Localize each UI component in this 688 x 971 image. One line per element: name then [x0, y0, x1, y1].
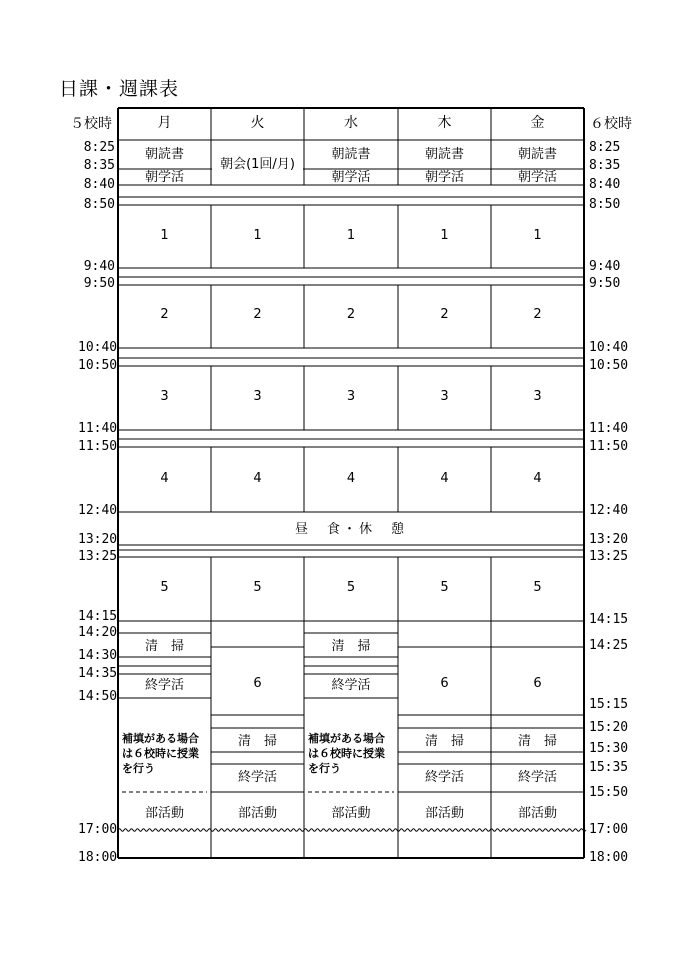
homeroom-end-cell: 終学活 — [144, 678, 184, 693]
cleaning-cell: 清 掃 — [331, 639, 371, 654]
period-cell: 4 — [533, 471, 542, 486]
period-cell: 4 — [160, 471, 169, 486]
time-right: 8:50 — [589, 197, 621, 212]
time-right: 15:50 — [589, 785, 629, 800]
morning-study-cell: 朝学活 — [517, 170, 557, 185]
period-cell: 2 — [533, 307, 542, 322]
period-cell: 5 — [533, 580, 542, 595]
time-left: 8:40 — [83, 177, 115, 192]
time-left: 8:35 — [83, 158, 115, 173]
time-right: 15:30 — [589, 741, 629, 756]
time-right: 13:20 — [589, 532, 629, 547]
time-left: 10:40 — [78, 340, 118, 355]
time-left: 14:35 — [78, 666, 118, 681]
morning-reading-cell: 朝読書 — [331, 147, 371, 162]
period-cell: 5 — [253, 580, 262, 595]
period-cell: 3 — [160, 389, 169, 404]
period-cell: 3 — [533, 389, 542, 404]
time-right: 14:25 — [589, 638, 629, 653]
period-cell: 6 — [533, 676, 542, 691]
time-left: 17:00 — [78, 822, 118, 837]
cleaning-cell: 清 掃 — [424, 734, 464, 749]
day-header: 月 — [157, 115, 172, 131]
morning-study-cell: 朝学活 — [144, 170, 184, 185]
time-right: 15:15 — [589, 697, 629, 712]
period-cell: 3 — [440, 389, 449, 404]
time-left: 9:40 — [83, 259, 115, 274]
time-left: 11:40 — [78, 421, 118, 436]
period-cell: 2 — [440, 307, 449, 322]
note-cell: 補填がある場合は６校時に授業を行う — [308, 732, 385, 775]
cleaning-cell: 清 掃 — [517, 734, 557, 749]
period-cell: 5 — [440, 580, 449, 595]
header-left: ５校時 — [70, 116, 112, 132]
time-left: 13:20 — [78, 532, 118, 547]
period-cell: 1 — [253, 228, 262, 243]
time-left: 10:50 — [78, 358, 118, 373]
period-cell: 6 — [253, 676, 262, 691]
day-header: 水 — [344, 115, 358, 131]
time-left: 14:30 — [78, 648, 118, 663]
cleaning-cell: 清 掃 — [144, 639, 184, 654]
period-cell: 4 — [346, 471, 356, 486]
header-right: ６校時 — [590, 116, 632, 132]
period-cell: 4 — [440, 471, 449, 486]
homeroom-end-cell: 終学活 — [517, 770, 557, 785]
homeroom-end-cell: 終学活 — [237, 770, 277, 785]
period-cell: 3 — [346, 389, 356, 404]
cleaning-cell: 清 掃 — [237, 734, 277, 749]
time-left: 18:00 — [78, 850, 118, 865]
lunch-cell: 昼 食・休 憩 — [294, 522, 407, 537]
time-right: 10:40 — [589, 340, 629, 355]
period-cell: 3 — [253, 389, 262, 404]
period-cell: 2 — [160, 307, 169, 322]
time-left: 14:50 — [78, 689, 118, 704]
time-right: 12:40 — [589, 503, 629, 518]
time-left: 11:50 — [78, 439, 118, 454]
homeroom-end-cell: 終学活 — [331, 678, 371, 693]
period-cell: 2 — [346, 307, 356, 322]
wavy-1700-line — [118, 829, 586, 832]
time-right: 8:40 — [589, 177, 621, 192]
time-left: 9:50 — [83, 276, 115, 291]
time-right: 18:00 — [589, 850, 629, 865]
period-cell: 1 — [440, 228, 449, 243]
club-cell: 部活動 — [331, 806, 371, 821]
time-right: 8:25 — [589, 140, 621, 155]
time-right: 9:40 — [589, 259, 621, 274]
day-header: 金 — [530, 115, 545, 131]
day-header: 火 — [250, 115, 265, 131]
period-cell: 1 — [346, 228, 356, 243]
period-cell: 2 — [253, 307, 262, 322]
club-cell: 部活動 — [237, 806, 277, 821]
club-cell: 部活動 — [517, 806, 557, 821]
morning-reading-cell: 朝読書 — [517, 147, 557, 162]
homeroom-end-cell: 終学活 — [424, 770, 464, 785]
morning-assembly-cell: 朝会(1回/月) — [220, 157, 295, 172]
time-right: 10:50 — [589, 358, 629, 373]
period-cell: 1 — [160, 228, 169, 243]
time-right: 13:25 — [589, 549, 629, 564]
time-right: 11:50 — [589, 439, 629, 454]
time-right: 15:35 — [589, 760, 629, 775]
time-right: 14:15 — [589, 612, 629, 627]
period-cell: 4 — [253, 471, 262, 486]
time-right: 11:40 — [589, 421, 629, 436]
period-cell: 1 — [533, 228, 542, 243]
morning-reading-cell: 朝読書 — [144, 147, 184, 162]
period-cell: 5 — [160, 580, 169, 595]
time-left: 12:40 — [78, 503, 118, 518]
page-title: 日課・週課表 — [59, 78, 180, 100]
period-cell: 6 — [440, 676, 449, 691]
time-left: 14:20 — [78, 625, 118, 640]
morning-reading-cell: 朝読書 — [424, 147, 464, 162]
period-cell: 5 — [346, 580, 356, 595]
club-cell: 部活動 — [424, 806, 464, 821]
day-header: 木 — [437, 115, 452, 131]
time-left: 8:50 — [83, 197, 115, 212]
time-left: 13:25 — [78, 549, 118, 564]
time-right: 17:00 — [589, 822, 629, 837]
note-cell: 補填がある場合は６校時に授業を行う — [122, 732, 199, 775]
time-left: 8:25 — [83, 140, 115, 155]
club-cell: 部活動 — [144, 806, 184, 821]
morning-study-cell: 朝学活 — [424, 170, 464, 185]
time-right: 8:35 — [589, 158, 621, 173]
time-left: 14:15 — [78, 609, 118, 624]
time-right: 15:20 — [589, 720, 629, 735]
morning-study-cell: 朝学活 — [331, 170, 371, 185]
time-right: 9:50 — [589, 276, 621, 291]
